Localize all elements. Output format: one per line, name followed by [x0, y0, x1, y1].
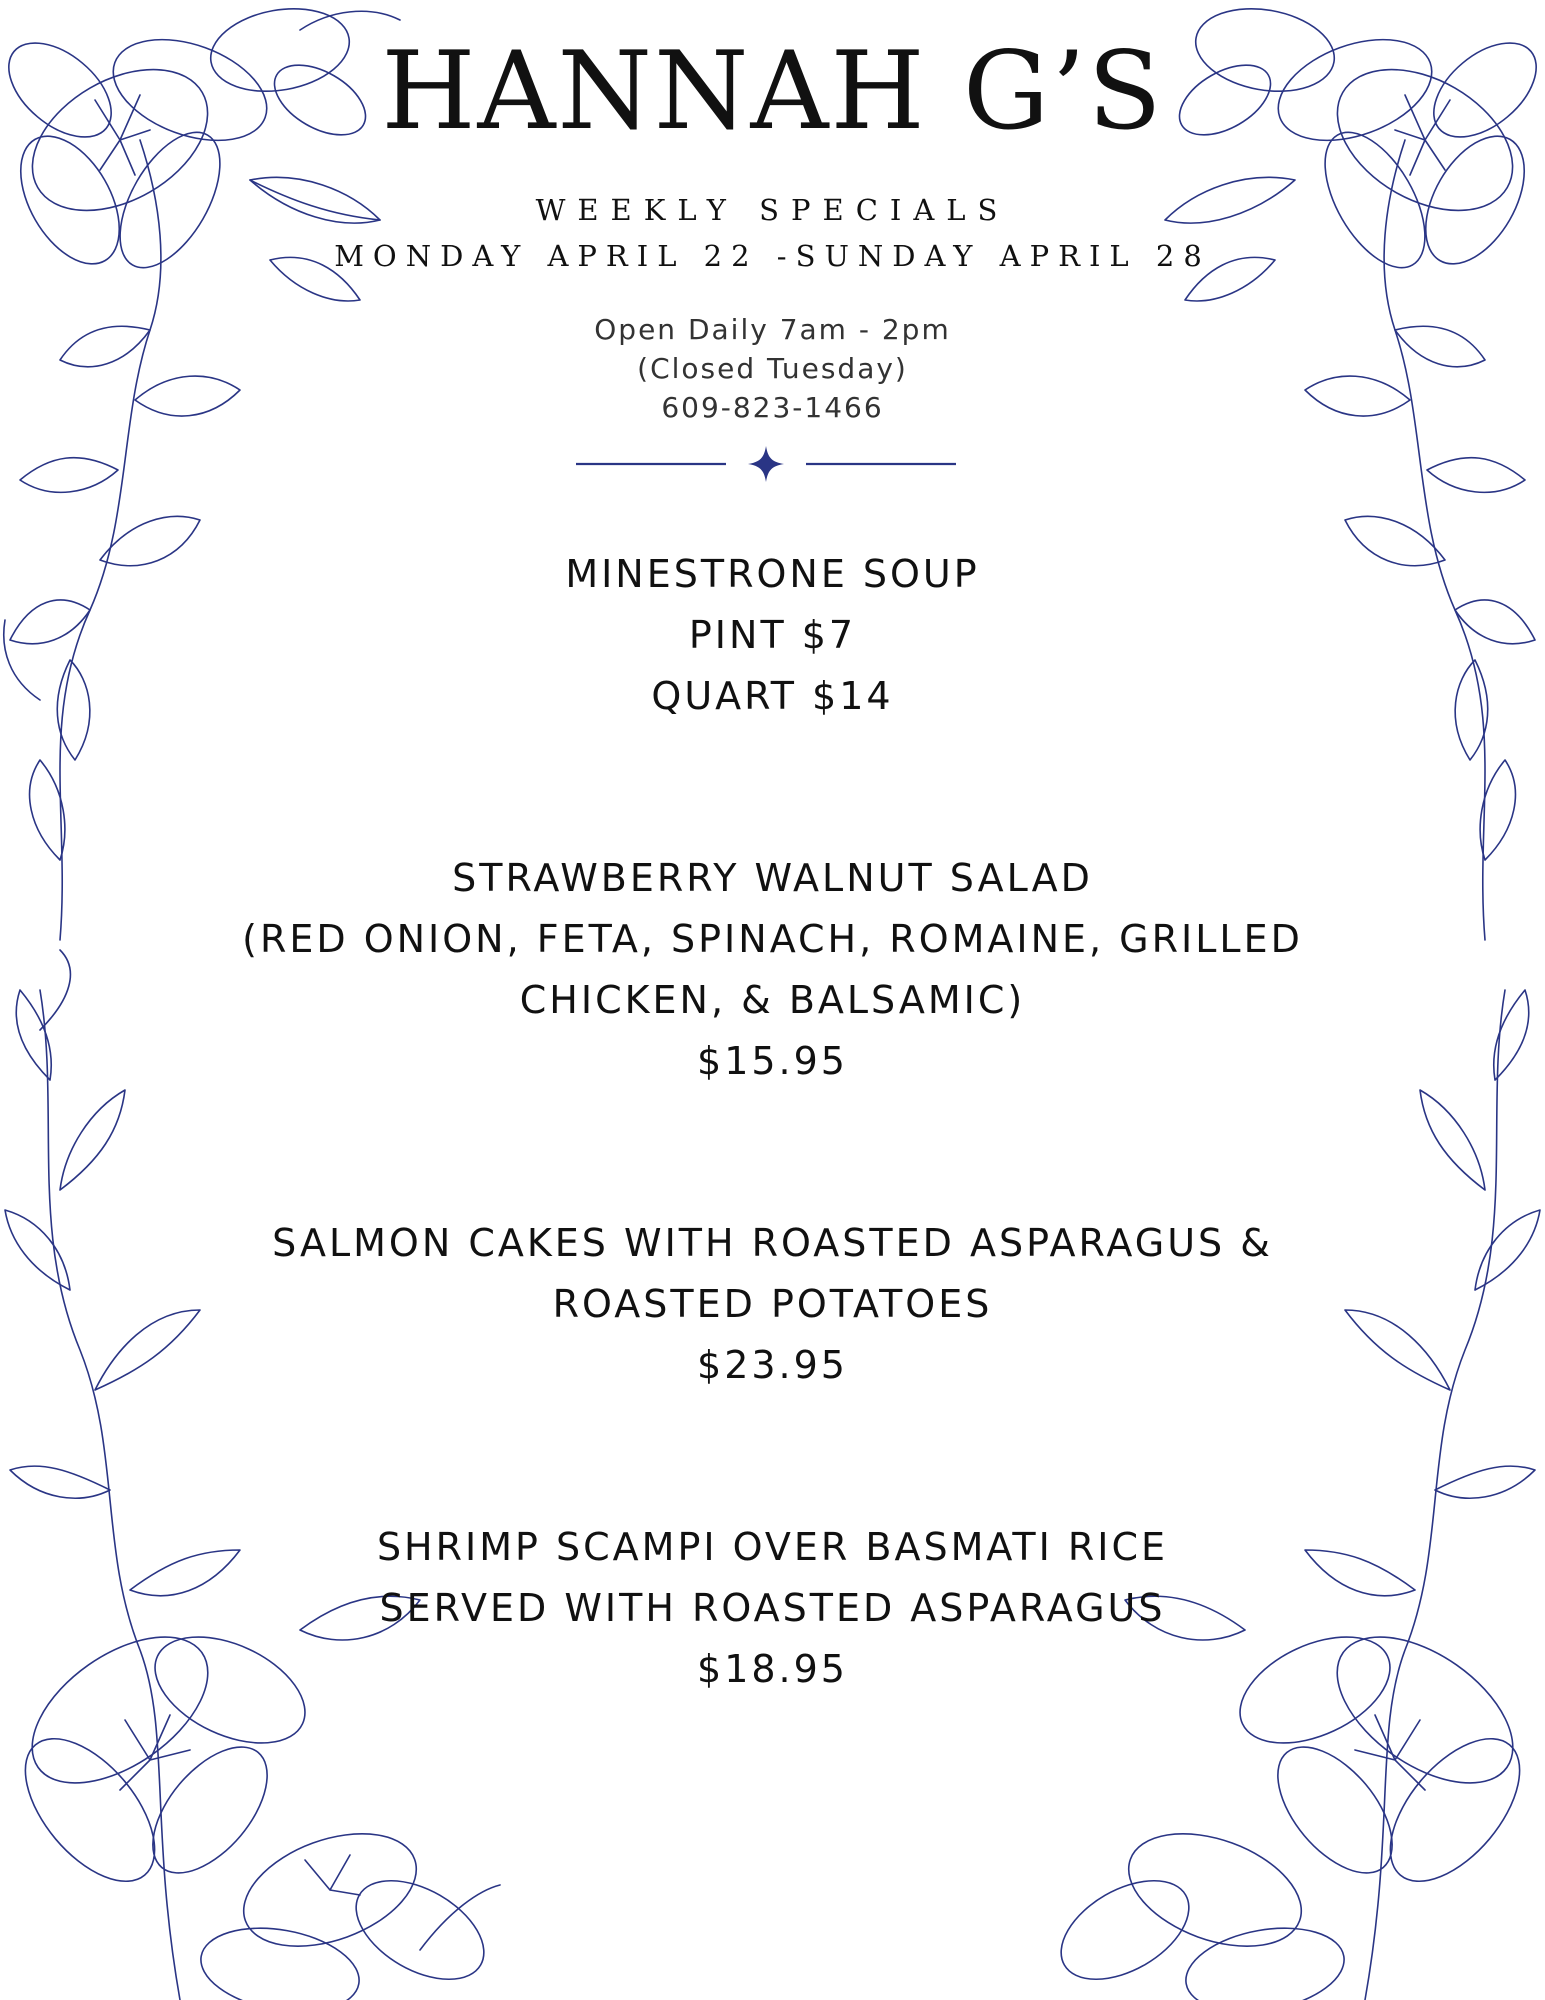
floral-bottom-right-illustration	[1045, 990, 1545, 2000]
item-name-continued: ROASTED POTATOES	[552, 1282, 993, 1326]
item-price-pint: PINT $7	[688, 613, 857, 657]
item-name: STRAWBERRY WALNUT SALAD	[452, 856, 1093, 900]
opening-hours: Open Daily 7am - 2pm	[594, 313, 951, 346]
restaurant-name: HANNAH G’S	[381, 29, 1164, 154]
specials-heading: WEEKLY SPECIALS	[535, 193, 1010, 227]
menu-item-minestrone-soup	[180, 544, 1365, 727]
closed-day: (Closed Tuesday)	[637, 352, 908, 385]
item-name: SALMON CAKES WITH ROASTED ASPARAGUS &	[272, 1221, 1273, 1265]
item-price: $18.95	[697, 1647, 848, 1691]
item-description: SERVED WITH ROASTED ASPARAGUS	[379, 1586, 1166, 1630]
item-name: SHRIMP SCAMPI OVER BASMATI RICE	[376, 1525, 1169, 1569]
item-price: $23.95	[697, 1343, 848, 1387]
item-price-quart: QUART $14	[651, 674, 894, 718]
menu-item-strawberry-walnut-salad	[180, 848, 1365, 1092]
menu-item-shrimp-scampi	[180, 1517, 1365, 1700]
item-name: MINESTRONE SOUP	[565, 552, 980, 596]
floral-bottom-left-illustration	[0, 990, 500, 2000]
item-description: (RED ONION, FETA, SPINACH, ROMAINE, GRILLED	[242, 917, 1303, 961]
sparkle-divider-icon	[576, 444, 956, 484]
item-description-continued: CHICKEN, & BALSAMIC)	[519, 978, 1026, 1022]
menu-item-salmon-cakes	[180, 1213, 1365, 1396]
item-price: $15.95	[697, 1039, 848, 1083]
phone-number: 609-823-1466	[661, 391, 884, 424]
date-range: MONDAY APRIL 22 -SUNDAY APRIL 28	[334, 239, 1211, 273]
